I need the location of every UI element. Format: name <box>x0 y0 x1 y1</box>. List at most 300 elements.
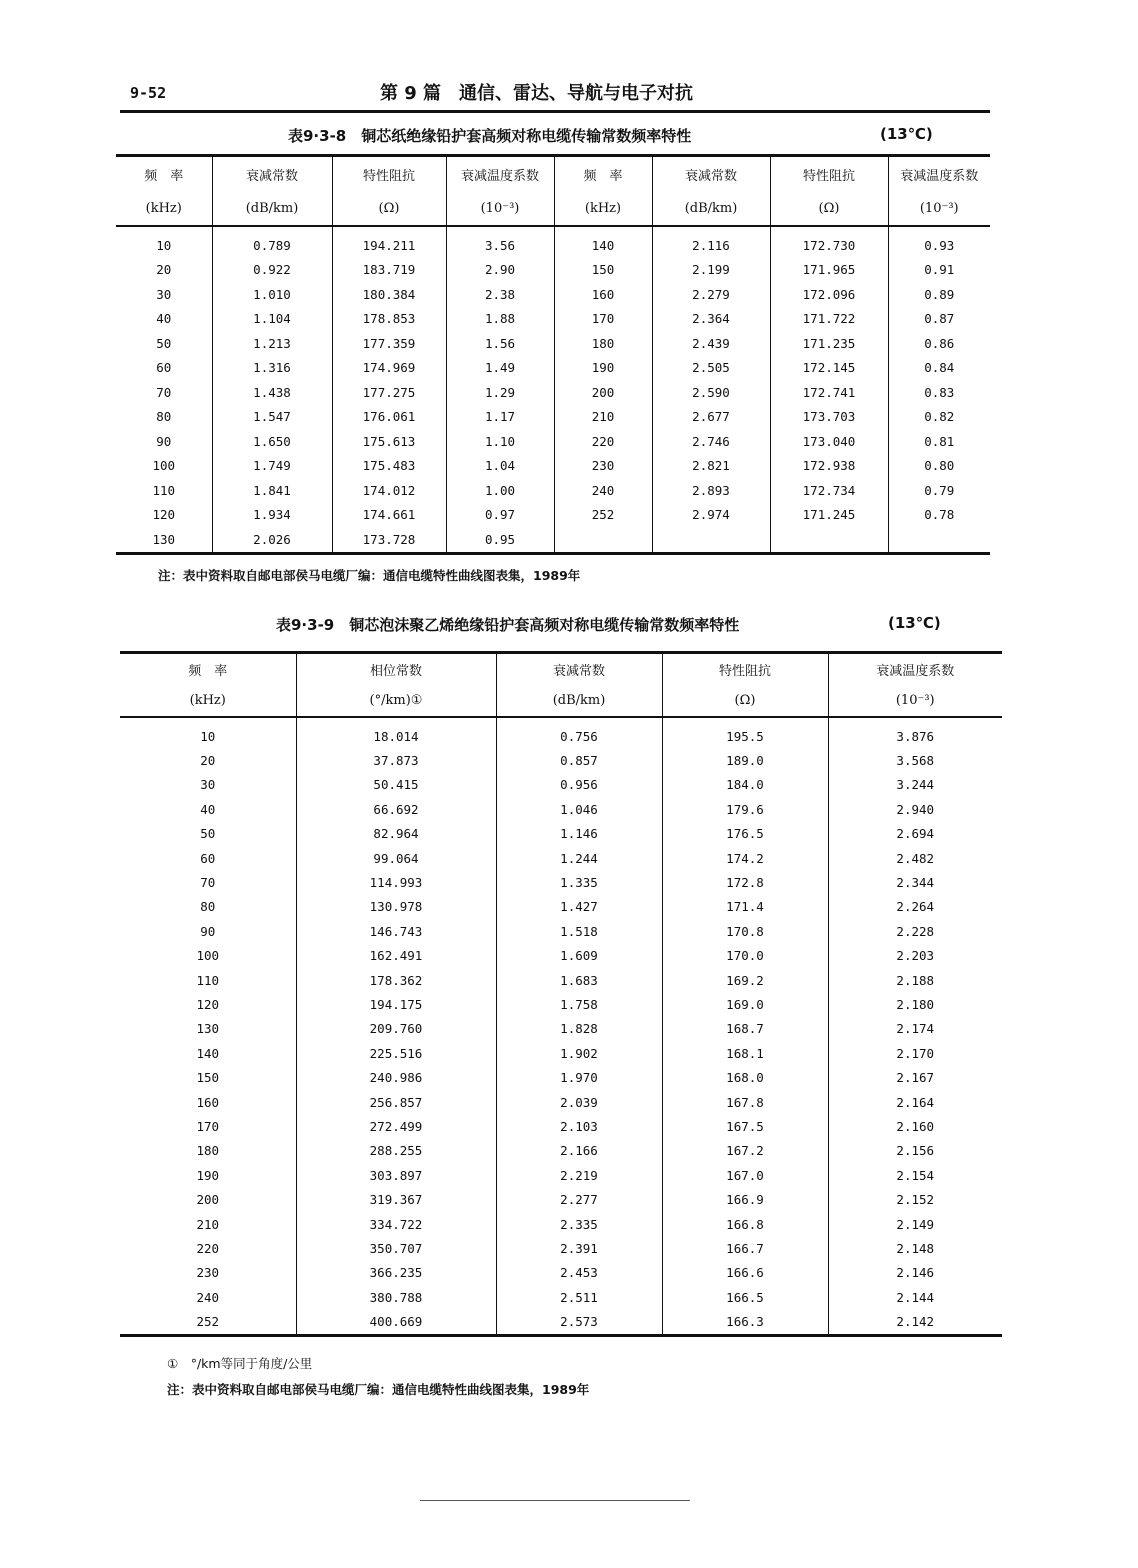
table2 <box>120 651 1002 1337</box>
table-cell: 1.244 <box>496 846 662 870</box>
table-cell: 210 <box>554 405 652 430</box>
table1-unit-2: (dB/km) <box>212 191 332 226</box>
table-row <box>120 1139 1002 1163</box>
table-cell: 172.8 <box>662 870 828 894</box>
table1-header-4: 衰减温度系数 <box>446 156 554 192</box>
table-cell: 176.5 <box>662 822 828 846</box>
table-cell: 171.245 <box>770 503 888 528</box>
table-cell: 2.152 <box>896 1192 935 1208</box>
table2-unit-2: (°/km)① <box>296 685 496 717</box>
table-cell: 90 <box>120 919 296 943</box>
table-row <box>116 503 990 528</box>
table-cell: 2.677 <box>652 405 770 430</box>
table-row <box>120 870 1002 894</box>
table-cell: 50 <box>120 822 296 846</box>
table-cell: 174.012 <box>332 478 446 503</box>
table-cell: 160 <box>554 282 652 307</box>
table-cell: 1.213 <box>212 331 332 356</box>
table1-header-row-2 <box>116 191 990 226</box>
table-cell: 1.683 <box>496 968 662 992</box>
table-row <box>120 1017 1002 1041</box>
table-cell: 288.255 <box>296 1139 496 1163</box>
table-cell: 2.940 <box>896 801 935 817</box>
table-cell: 30 <box>116 282 212 307</box>
table-cell: 1.427 <box>496 895 662 919</box>
table-cell: 177.359 <box>332 331 446 356</box>
table-cell: 252 <box>554 503 652 528</box>
table-cell: 2.026 <box>212 527 332 553</box>
table-cell: 0.80 <box>924 458 955 474</box>
table-cell: 150 <box>554 258 652 283</box>
table-cell: 2.116 <box>652 226 770 258</box>
table-row <box>116 282 990 307</box>
table-cell: 2.482 <box>896 850 935 866</box>
table-cell: 178.362 <box>296 968 496 992</box>
table-cell: 120 <box>120 992 296 1016</box>
table-row <box>120 968 1002 992</box>
table-cell: 2.148 <box>896 1240 935 1256</box>
table2-body <box>120 717 1002 1335</box>
table-cell: 190 <box>120 1163 296 1187</box>
table-cell: 366.235 <box>296 1261 496 1285</box>
table1-header-8: 衰减温度系数 <box>900 168 979 184</box>
table1-unit-7: (Ω) <box>770 191 888 226</box>
table-cell: 173.728 <box>332 527 446 553</box>
table-cell: 1.335 <box>496 870 662 894</box>
table-cell: 169.0 <box>662 992 828 1016</box>
table-cell: 195.5 <box>662 717 828 748</box>
table-cell: 2.167 <box>896 1070 935 1086</box>
table1-unit-5: (kHz) <box>554 191 652 226</box>
table-cell: 171.722 <box>770 307 888 332</box>
table-cell: 252 <box>120 1309 296 1335</box>
table-cell: 60 <box>120 846 296 870</box>
table-cell: 1.04 <box>446 454 554 479</box>
table-cell: 171.235 <box>770 331 888 356</box>
table-cell: 168.7 <box>662 1017 828 1041</box>
table-cell: 0.91 <box>924 262 955 278</box>
table-cell: 334.722 <box>296 1212 496 1236</box>
table-cell: 1.316 <box>212 356 332 381</box>
table-cell: 2.90 <box>446 258 554 283</box>
table-cell: 162.491 <box>296 944 496 968</box>
table-cell: 0.78 <box>924 507 955 523</box>
table-row <box>120 1309 1002 1335</box>
table-cell: 256.857 <box>296 1090 496 1114</box>
table-cell: 0.87 <box>924 311 955 327</box>
table1-body <box>116 226 990 553</box>
table-cell: 1.88 <box>446 307 554 332</box>
table-cell: 2.453 <box>496 1261 662 1285</box>
table-cell: 172.145 <box>770 356 888 381</box>
table-cell: 1.00 <box>446 478 554 503</box>
table-cell: 240.986 <box>296 1065 496 1089</box>
table-cell: 169.2 <box>662 968 828 992</box>
table-cell: 2.170 <box>896 1045 935 1061</box>
table-row <box>120 1187 1002 1211</box>
table-cell: 167.0 <box>662 1163 828 1187</box>
table-row <box>120 1163 1002 1187</box>
table-row <box>116 380 990 405</box>
table-cell: 82.964 <box>296 822 496 846</box>
table-cell: 194.175 <box>296 992 496 1016</box>
table-cell: 2.505 <box>652 356 770 381</box>
table-cell: 172.741 <box>770 380 888 405</box>
table-cell: 20 <box>116 258 212 283</box>
table-cell: 3.244 <box>896 777 935 793</box>
table-cell: 319.367 <box>296 1187 496 1211</box>
table1-header-5: 频 率 <box>554 156 652 192</box>
table-cell: 1.49 <box>446 356 554 381</box>
table-cell: 1.970 <box>496 1065 662 1089</box>
table1-temperature: (13℃) <box>880 125 933 143</box>
table-cell: 100 <box>120 944 296 968</box>
table-cell: 172.730 <box>770 226 888 258</box>
table-cell: 173.703 <box>770 405 888 430</box>
table-cell: 20 <box>120 748 296 772</box>
running-title: 第 9 篇 通信、雷达、导航与电子对抗 <box>380 83 694 104</box>
table-cell <box>652 527 770 553</box>
table-cell: 190 <box>554 356 652 381</box>
table-cell: 130 <box>116 527 212 553</box>
table-cell: 2.166 <box>496 1139 662 1163</box>
table-row <box>116 429 990 454</box>
table-cell: 2.228 <box>896 923 935 939</box>
table-cell: 303.897 <box>296 1163 496 1187</box>
table-row <box>116 356 990 381</box>
table-row <box>120 797 1002 821</box>
table-cell: 200 <box>120 1187 296 1211</box>
table-cell: 225.516 <box>296 1041 496 1065</box>
table-cell: 240 <box>120 1285 296 1309</box>
table-cell: 50 <box>116 331 212 356</box>
table-cell: 1.609 <box>496 944 662 968</box>
table-cell <box>888 527 990 553</box>
table-cell: 110 <box>120 968 296 992</box>
table-row <box>120 944 1002 968</box>
table-cell: 1.902 <box>496 1041 662 1065</box>
table-cell: 172.096 <box>770 282 888 307</box>
table-cell: 2.154 <box>896 1167 935 1183</box>
table-cell: 1.104 <box>212 307 332 332</box>
table2-unit-5: (10⁻³) <box>828 685 1002 717</box>
table-cell: 1.547 <box>212 405 332 430</box>
table-cell: 400.669 <box>296 1309 496 1335</box>
table-cell: 166.8 <box>662 1212 828 1236</box>
table-cell: 1.10 <box>446 429 554 454</box>
table-cell: 179.6 <box>662 797 828 821</box>
table-cell: 178.853 <box>332 307 446 332</box>
table-cell: 172.734 <box>770 478 888 503</box>
table-row <box>116 478 990 503</box>
table-cell: 1.650 <box>212 429 332 454</box>
table-cell: 2.199 <box>652 258 770 283</box>
table-cell: 2.149 <box>896 1216 935 1232</box>
table-cell: 2.188 <box>896 972 935 988</box>
table-cell: 170.0 <box>662 944 828 968</box>
table-cell: 0.956 <box>496 773 662 797</box>
table-row <box>120 1090 1002 1114</box>
table-cell: 2.335 <box>496 1212 662 1236</box>
table-row <box>116 258 990 283</box>
bottom-rule <box>420 1500 690 1501</box>
table-row <box>120 1236 1002 1260</box>
table-cell: 0.756 <box>496 717 662 748</box>
table-cell: 2.174 <box>896 1021 935 1037</box>
table-cell: 2.694 <box>896 826 935 842</box>
table-row <box>120 846 1002 870</box>
table-cell: 174.2 <box>662 846 828 870</box>
table-row <box>116 527 990 553</box>
table-cell: 130.978 <box>296 895 496 919</box>
table2-unit-4: (Ω) <box>662 685 828 717</box>
table-cell: 180 <box>554 331 652 356</box>
table2-footnote: ① °/km等同于角度/公里 <box>167 1356 313 1371</box>
table-cell: 380.788 <box>296 1285 496 1309</box>
table1-header-1: 频 率 <box>116 156 212 192</box>
table-cell: 130 <box>120 1017 296 1041</box>
table-cell: 272.499 <box>296 1114 496 1138</box>
table-cell: 171.4 <box>662 895 828 919</box>
table-cell: 0.86 <box>924 335 955 351</box>
table-row <box>116 405 990 430</box>
table-cell: 167.8 <box>662 1090 828 1114</box>
table-cell: 114.993 <box>296 870 496 894</box>
table-cell: 176.061 <box>332 405 446 430</box>
table-cell: 30 <box>120 773 296 797</box>
table-cell: 2.893 <box>652 478 770 503</box>
table-cell: 2.146 <box>896 1265 935 1281</box>
table-cell: 2.103 <box>496 1114 662 1138</box>
table-cell: 140 <box>120 1041 296 1065</box>
table-cell: 166.9 <box>662 1187 828 1211</box>
table-cell: 37.873 <box>296 748 496 772</box>
table-cell: 168.1 <box>662 1041 828 1065</box>
table-cell: 66.692 <box>296 797 496 821</box>
table2-header-2: 相位常数 <box>296 653 496 686</box>
table-cell: 1.438 <box>212 380 332 405</box>
table1-caption <box>288 125 933 146</box>
table-row <box>116 226 990 258</box>
table-cell: 140 <box>554 226 652 258</box>
table-cell: 70 <box>120 870 296 894</box>
table-cell: 40 <box>116 307 212 332</box>
table-cell: 1.010 <box>212 282 332 307</box>
table-cell: 1.29 <box>446 380 554 405</box>
table-cell: 174.661 <box>332 503 446 528</box>
table-cell: 0.97 <box>446 503 554 528</box>
table-cell: 170 <box>554 307 652 332</box>
table-row <box>120 773 1002 797</box>
table-cell: 70 <box>116 380 212 405</box>
table-cell: 171.965 <box>770 258 888 283</box>
table-cell: 2.164 <box>896 1094 935 1110</box>
table1-header-7: 特性阻抗 <box>770 156 888 192</box>
table1-header-2: 衰减常数 <box>212 156 332 192</box>
table2-header-row-1 <box>120 653 1002 686</box>
table1-caption-text: 表9·3-8 铜芯纸绝缘铅护套高频对称电缆传输常数频率特性 <box>288 127 692 145</box>
table-row <box>120 1212 1002 1236</box>
table-cell: 177.275 <box>332 380 446 405</box>
table-cell: 146.743 <box>296 919 496 943</box>
table-cell: 2.219 <box>496 1163 662 1187</box>
table2-header-5: 衰减温度系数 <box>876 664 955 679</box>
table-row <box>120 1065 1002 1089</box>
table2-header-4: 特性阻抗 <box>662 653 828 686</box>
table-cell: 240 <box>554 478 652 503</box>
table-cell: 230 <box>554 454 652 479</box>
table-row <box>120 748 1002 772</box>
table1-note: 注：表中资料取自邮电部侯马电缆厂编：通信电缆特性曲线图表集，1989年 <box>158 568 581 583</box>
table2-note: 注：表中资料取自邮电部侯马电缆厂编：通信电缆特性曲线图表集，1989年 <box>167 1382 590 1397</box>
table2-header-row-2 <box>120 685 1002 717</box>
table-cell <box>770 527 888 553</box>
table-cell: 2.039 <box>496 1090 662 1114</box>
table1-header-6: 衰减常数 <box>652 156 770 192</box>
table-cell: 60 <box>116 356 212 381</box>
table-cell: 168.0 <box>662 1065 828 1089</box>
table-cell: 180 <box>120 1139 296 1163</box>
table1-unit-8: (10⁻³) <box>888 191 990 226</box>
table-cell: 1.17 <box>446 405 554 430</box>
table-cell: 167.2 <box>662 1139 828 1163</box>
table-cell: 0.93 <box>924 237 955 253</box>
table-cell: 2.277 <box>496 1187 662 1211</box>
table-cell: 2.279 <box>652 282 770 307</box>
table1-header-row-1 <box>116 156 990 192</box>
table-cell <box>554 527 652 553</box>
table-row <box>116 307 990 332</box>
table1-unit-3: (Ω) <box>332 191 446 226</box>
table-cell: 0.89 <box>924 286 955 302</box>
table-cell: 166.7 <box>662 1236 828 1260</box>
table-cell: 0.84 <box>924 360 955 376</box>
table-cell: 2.439 <box>652 331 770 356</box>
table-cell: 0.789 <box>212 226 332 258</box>
table-cell: 2.511 <box>496 1285 662 1309</box>
table-cell: 166.3 <box>662 1309 828 1335</box>
table-cell: 120 <box>116 503 212 528</box>
table1-header-3: 特性阻抗 <box>332 156 446 192</box>
table-cell: 174.969 <box>332 356 446 381</box>
table-cell: 1.146 <box>496 822 662 846</box>
table2-header-3: 衰减常数 <box>496 653 662 686</box>
table-cell: 1.046 <box>496 797 662 821</box>
table-cell: 18.014 <box>296 717 496 748</box>
table-row <box>120 1261 1002 1285</box>
table-cell: 2.156 <box>896 1143 935 1159</box>
table-row <box>116 331 990 356</box>
table-cell: 1.934 <box>212 503 332 528</box>
table-cell: 183.719 <box>332 258 446 283</box>
table-cell: 2.573 <box>496 1309 662 1335</box>
table-row <box>120 717 1002 748</box>
table2-caption <box>276 614 941 635</box>
table-cell: 180.384 <box>332 282 446 307</box>
table-row <box>120 919 1002 943</box>
table1 <box>116 154 990 555</box>
table-cell: 90 <box>116 429 212 454</box>
table2-caption-text: 表9·3-9 铜芯泡沫聚乙烯绝缘铅护套高频对称电缆传输常数频率特性 <box>276 616 740 634</box>
table-row <box>116 454 990 479</box>
table-cell: 194.211 <box>332 226 446 258</box>
table-cell: 2.160 <box>896 1118 935 1134</box>
table-cell: 172.938 <box>770 454 888 479</box>
table-cell: 209.760 <box>296 1017 496 1041</box>
table-cell: 350.707 <box>296 1236 496 1260</box>
header-rule <box>120 110 990 113</box>
table1-unit-1: (kHz) <box>116 191 212 226</box>
table-cell: 210 <box>120 1212 296 1236</box>
table-cell: 3.568 <box>896 753 935 769</box>
table2-unit-3: (dB/km) <box>496 685 662 717</box>
table-cell: 1.518 <box>496 919 662 943</box>
table-cell: 166.5 <box>662 1285 828 1309</box>
table-row <box>120 895 1002 919</box>
table-cell: 0.95 <box>446 527 554 553</box>
table1-unit-4: (10⁻³) <box>446 191 554 226</box>
table-cell: 160 <box>120 1090 296 1114</box>
table-cell: 2.144 <box>896 1289 935 1305</box>
table-cell: 2.974 <box>652 503 770 528</box>
table-row <box>120 1041 1002 1065</box>
table-cell: 170.8 <box>662 919 828 943</box>
table-cell: 167.5 <box>662 1114 828 1138</box>
table-cell: 2.180 <box>896 996 935 1012</box>
table-cell: 99.064 <box>296 846 496 870</box>
table-cell: 2.264 <box>896 899 935 915</box>
table-cell: 3.56 <box>446 226 554 258</box>
table-cell: 173.040 <box>770 429 888 454</box>
table-cell: 0.922 <box>212 258 332 283</box>
table-cell: 220 <box>554 429 652 454</box>
table-cell: 50.415 <box>296 773 496 797</box>
table2-unit-1: (kHz) <box>120 685 296 717</box>
table-cell: 175.613 <box>332 429 446 454</box>
table-cell: 2.344 <box>896 875 935 891</box>
table-cell: 1.828 <box>496 1017 662 1041</box>
table-cell: 184.0 <box>662 773 828 797</box>
table-cell: 2.821 <box>652 454 770 479</box>
table-cell: 100 <box>116 454 212 479</box>
table-cell: 1.758 <box>496 992 662 1016</box>
table-cell: 0.83 <box>924 384 955 400</box>
table-cell: 40 <box>120 797 296 821</box>
table2-temperature: (13℃) <box>888 614 941 632</box>
table-cell: 0.857 <box>496 748 662 772</box>
table-cell: 200 <box>554 380 652 405</box>
table-cell: 110 <box>116 478 212 503</box>
table-row <box>120 1114 1002 1138</box>
table-cell: 0.81 <box>924 433 955 449</box>
table-cell: 80 <box>120 895 296 919</box>
table-cell: 1.841 <box>212 478 332 503</box>
table-cell: 2.364 <box>652 307 770 332</box>
table-cell: 175.483 <box>332 454 446 479</box>
table-cell: 10 <box>116 226 212 258</box>
table-cell: 189.0 <box>662 748 828 772</box>
table-row <box>120 1285 1002 1309</box>
table-cell: 220 <box>120 1236 296 1260</box>
table-cell: 0.79 <box>924 482 955 498</box>
table-cell: 150 <box>120 1065 296 1089</box>
table-cell: 0.82 <box>924 409 955 425</box>
table-cell: 3.876 <box>896 728 935 744</box>
table1-unit-6: (dB/km) <box>652 191 770 226</box>
table-cell: 2.38 <box>446 282 554 307</box>
table2-header-1: 频 率 <box>120 653 296 686</box>
table-cell: 2.142 <box>896 1314 935 1330</box>
